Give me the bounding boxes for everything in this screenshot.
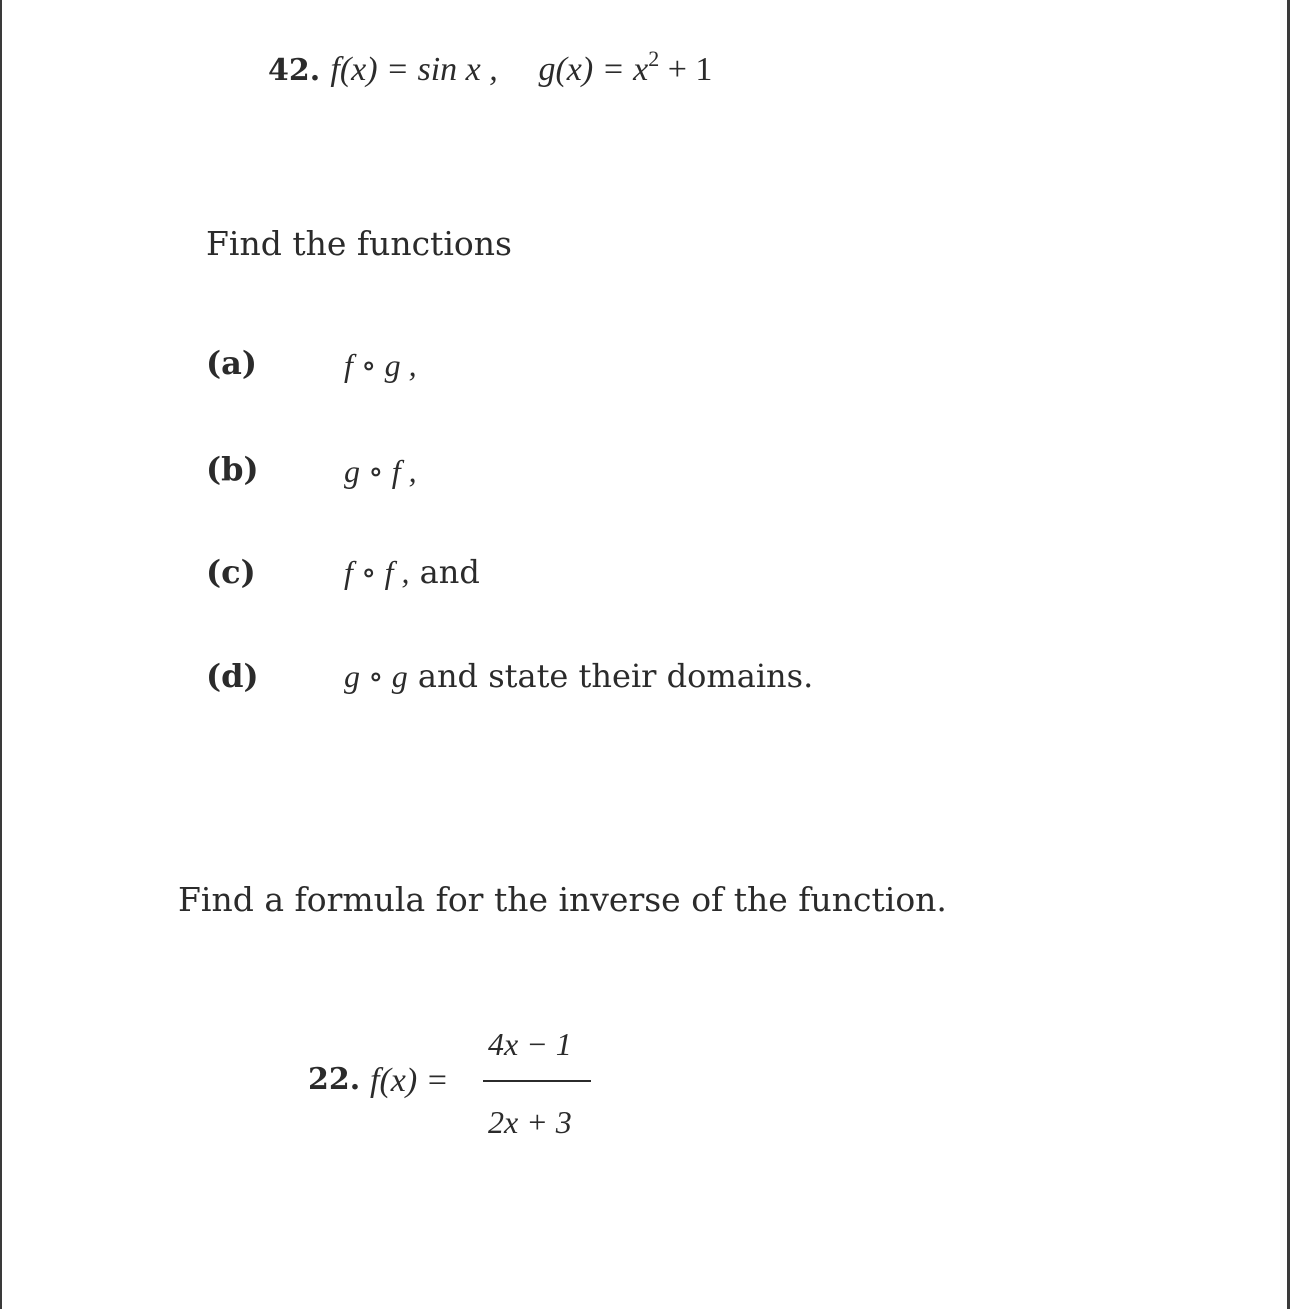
part-a-expression: f ∘ g , (344, 347, 417, 383)
problem-22-lhs: f(x) = (370, 1062, 449, 1099)
part-d-content (344, 657, 813, 695)
part-d-tail: and state their domains. (407, 657, 814, 695)
left-border (0, 0, 2, 1309)
problem-42-g-definition (538, 46, 713, 88)
problem-22-number: 22. (308, 1062, 361, 1097)
part-c-tail: and (409, 553, 480, 591)
fraction-bar (483, 1080, 591, 1082)
part-a-label: (a) (206, 344, 258, 382)
part-c (206, 553, 256, 591)
part-c-content (344, 553, 480, 591)
instruction-inverse-formula: Find a formula for the inverse of the function. (178, 880, 947, 919)
fraction-denominator: 2x + 3 (488, 1104, 572, 1140)
part-c-label: (c) (206, 553, 256, 591)
problem-42-number: 42. (268, 53, 321, 88)
part-a-content (344, 346, 417, 384)
instruction-find-functions: Find the functions (206, 224, 512, 263)
problem-42-f-definition: f(x) = sin x , (330, 51, 498, 88)
g-def-exponent: 2 (648, 46, 660, 71)
part-b-expression: g ∘ f , (344, 453, 417, 489)
part-d-expression: g ∘ g (344, 658, 408, 694)
part-d-label: (d) (206, 657, 259, 695)
part-b-content (344, 452, 417, 490)
fraction-numerator: 4x − 1 (488, 1026, 572, 1062)
part-c-expression: f ∘ f , (344, 554, 410, 590)
part-a (206, 344, 257, 382)
part-d (206, 657, 259, 695)
g-def-base: g(x) = x (538, 51, 649, 88)
part-b (206, 450, 259, 488)
problem-42-header (268, 46, 712, 89)
part-b-label: (b) (206, 450, 259, 488)
g-def-tail: + 1 (659, 51, 713, 88)
